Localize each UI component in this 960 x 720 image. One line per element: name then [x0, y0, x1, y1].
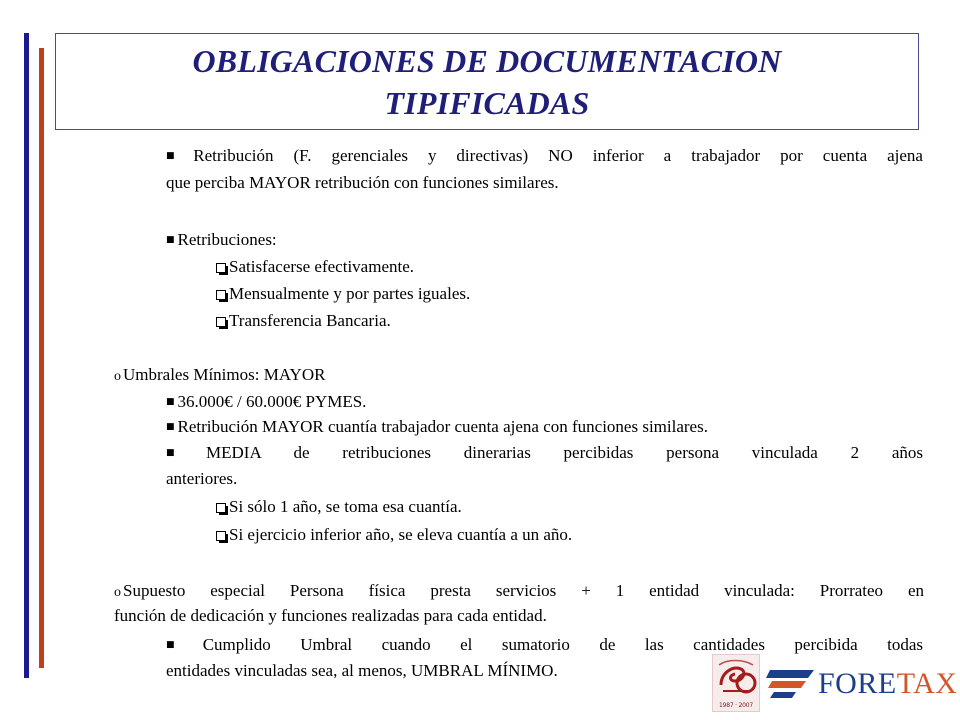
- list-item: ■ MEDIA de retribuciones dinerarias percibidas persona vinculada 2 años: [166, 443, 923, 462]
- square-bullet-icon: ■: [166, 151, 191, 161]
- square-bullet-icon: ■: [166, 422, 175, 432]
- circle-bullet-icon: o: [114, 369, 121, 384]
- page-title-line-1: OBLIGACIONES DE DOCUMENTACION: [192, 42, 782, 79]
- sub-list-item: Transferencia Bancaria.: [216, 308, 916, 333]
- list-item: ■ 36.000€ / 60.000€ PYMES.: [166, 392, 367, 411]
- sub-list-item: Si sólo 1 año, se toma esa cuantía.: [216, 494, 916, 519]
- square-bullet-icon: ■: [166, 397, 175, 407]
- list-item: ■ Retribución MAYOR cuantía trabajador cuenta ajena con funciones similares.: [166, 417, 708, 436]
- sub-list-item: Satisfacerse efectivamente.: [216, 254, 916, 279]
- list-item-continuation: anteriores.: [166, 469, 238, 488]
- list-item: ■ Cumplido Umbral cuando el sumatorio de las cantidades percibida todas: [166, 635, 923, 654]
- list-item: ■ Retribuciones:: [166, 230, 277, 249]
- square-bullet-icon: ■: [166, 235, 175, 245]
- square-bullet-icon: ■: [166, 448, 203, 458]
- list-item-continuation: que perciba MAYOR retribución con funciones similares.: [166, 173, 559, 192]
- list-item: o Supuesto especial Persona física presta servicios + 1 entidad vinculada: Prorrateo en: [114, 581, 924, 600]
- list-item: o Umbrales Mínimos: MAYOR: [114, 365, 326, 384]
- foretax-wordmark: FORETAX: [818, 667, 958, 700]
- page-title-line-2: TIPIFICADAS: [384, 84, 590, 121]
- checkbox-bullet-icon: [216, 290, 226, 300]
- circle-bullet-icon: o: [114, 585, 121, 600]
- sub-list-item: Si ejercicio inferior año, se eleva cuantía a un año.: [216, 522, 916, 547]
- checkbox-bullet-icon: [216, 317, 226, 327]
- list-item-continuation: entidades vinculadas sea, al menos, UMBRAL MÍNIMO.: [166, 661, 558, 680]
- square-bullet-icon: ■: [166, 640, 200, 650]
- checkbox-bullet-icon: [216, 503, 226, 513]
- checkbox-bullet-icon: [216, 263, 226, 273]
- list-item-continuation: función de dedicación y funciones realizadas para cada entidad.: [114, 606, 547, 625]
- sub-list-item: Mensualmente y por partes iguales.: [216, 281, 916, 306]
- foretax-flag-icon: [766, 666, 816, 700]
- list-item: ■ Retribución (F. gerenciales y directivas) NO inferior a trabajador por cuenta ajena: [166, 146, 923, 165]
- anniversary-seal-logo: [712, 654, 760, 712]
- checkbox-bullet-icon: [216, 531, 226, 541]
- seal-emblem-icon: [713, 655, 761, 703]
- footer-logos: [712, 654, 958, 712]
- seal-years: 1987 · 2007: [718, 702, 754, 709]
